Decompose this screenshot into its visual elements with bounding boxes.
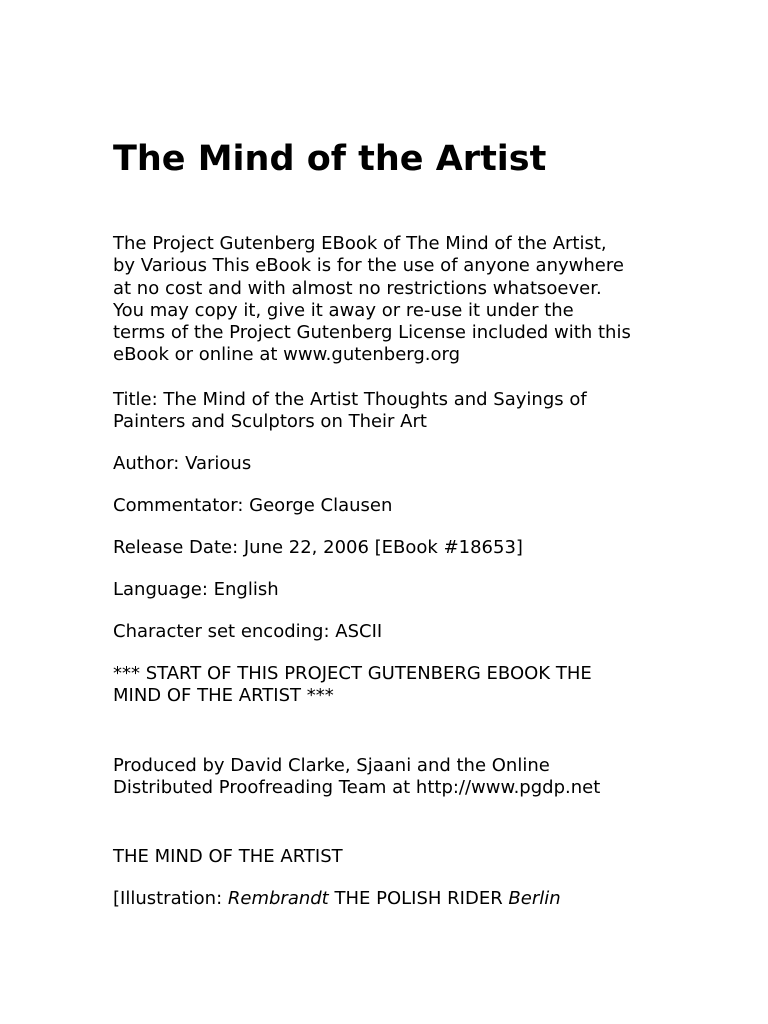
language-info: Language: English [113,579,279,600]
start-marker [113,663,673,708]
illustration-work: THE POLISH RIDER [328,888,509,909]
title-info-line: Title: The Mind of the Artist Thoughts and Sayings of [113,389,587,410]
intro-line: at no cost and with almost no restrictions whatsoever. [113,277,602,299]
charset-info: Character set encoding: ASCII [113,621,383,642]
intro-line: eBook or online at www.gutenberg.org [113,344,461,366]
start-marker-line: *** START OF THIS PROJECT GUTENBERG EBOOK THE [113,663,592,684]
intro-paragraph [113,233,673,367]
title-info [113,389,673,434]
commentator-info: Commentator: George Clausen [113,495,393,516]
illustration-location: Berlin [508,888,561,909]
intro-line: The Project Gutenberg EBook of The Mind of the Artist, [113,233,607,254]
intro-line: by Various This eBook is for the use of anyone anywhere [113,255,624,277]
intro-line: You may copy it, give it away or re-use it under the [113,299,574,321]
produced-by [113,755,673,800]
document-title: The Mind of the Artist [113,139,547,179]
illustration-caption [113,888,673,910]
title-info-line: Painters and Sculptors on Their Art [113,411,427,433]
start-marker-line: MIND OF THE ARTIST *** [113,685,334,707]
intro-line: terms of the Project Gutenberg License included with this [113,322,631,344]
produced-by-line: Produced by David Clarke, Sjaani and the Online [113,755,550,776]
book-heading: THE MIND OF THE ARTIST [113,846,343,867]
illustration-artist: Rembrandt [227,888,329,909]
illustration-prefix: [Illustration: [113,888,228,909]
produced-by-line: Distributed Proofreading Team at http://www.pgdp.net [113,777,601,799]
release-date-info: Release Date: June 22, 2006 [EBook #18653] [113,537,523,558]
author-info: Author: Various [113,453,252,474]
